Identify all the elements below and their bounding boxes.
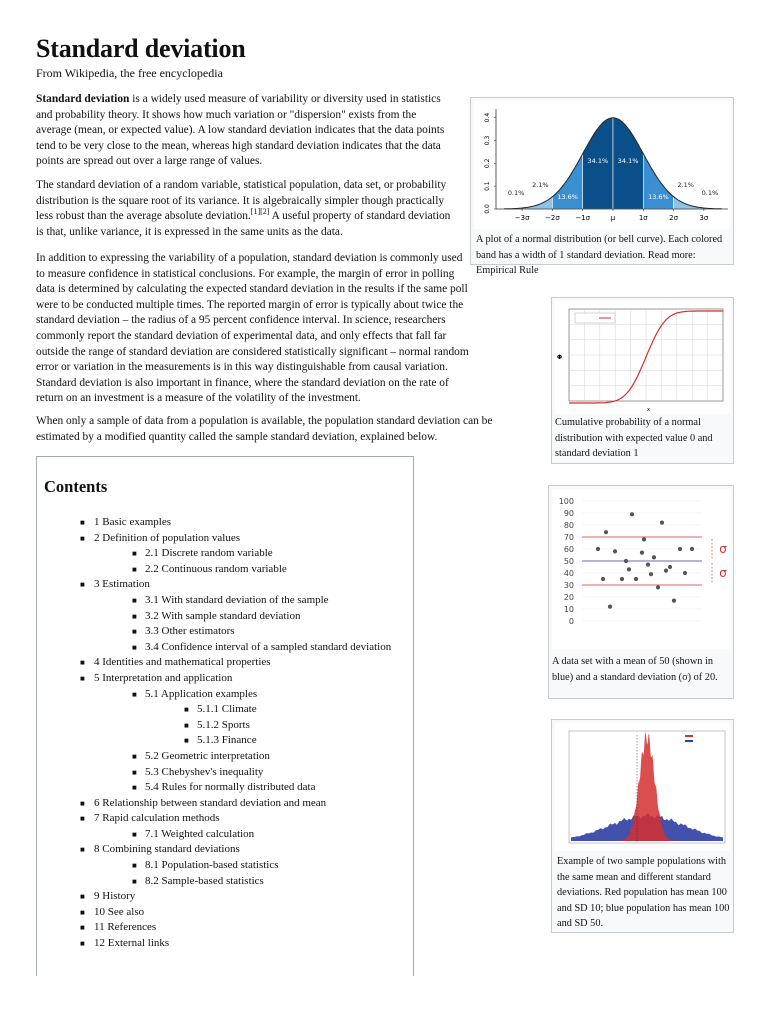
intro-paragraph-3: In addition to expressing the variability of a population, standard deviation is commonly used to measure confidence in statistical conclusions. For example, the margin of error in polling data is determined by calculating the expected standard deviation in the results if the same poll were to be conducted multiple times. The reported margin of error is typically about twice the standard deviation – the radius of a 95 percent confidence interval. In science, researchers commonly report the standard deviation of experimental data, and only effects that fall far outside the range of standard deviation are considered statistically significant – normal random error or variation in the measurements is in this way distinguishable from causal variation. Standard deviation is also important in finance, where the standard deviation on the rate of return on an investment is a measure of the volatility of the investment. [36,252,469,405]
toc-item-label: 5.1.1 Climate [197,703,257,716]
toc-item[interactable] [37,905,413,921]
bullet-icon: ■ [80,518,85,527]
toc-item-label: 7 Rapid calculation methods [94,812,220,825]
bullet-icon: ■ [132,783,137,793]
toc-item-label: 6 Relationship between standard deviation and mean [94,796,327,809]
intro-paragraph-2 [36,178,454,240]
bullet-icon: ■ [132,876,137,886]
toc-item-label: 5.1.3 Finance [197,734,257,747]
bullet-icon: ■ [132,689,137,699]
figure-bell-curve-caption: A plot of a normal distribution (or bell curve). Each colored band has a width of 1 standard deviation. Read more: Empirical Rule [476,234,723,276]
scatter-y-tick-label: 10 [563,605,574,614]
bullet-icon: ■ [184,736,189,746]
scatter-point [630,512,634,516]
scatter-point [652,555,656,559]
toc-item[interactable] [37,671,413,687]
toc-item-label: 8.2 Sample-based statistics [145,874,264,887]
scatter-point [601,577,605,581]
toc-item[interactable] [37,749,413,765]
toc-item[interactable] [37,609,413,625]
scatter-chart[interactable] [552,489,730,649]
sigma-label: σ [719,566,727,580]
toc-item-label: 8 Combining standard deviations [94,843,240,856]
toc-item[interactable] [37,827,413,843]
bell-y-tick-label: 0.0 [484,204,491,214]
scatter-y-tick-label: 90 [563,509,574,518]
page-subtitle: From Wikipedia, the free encyclopedia [36,66,223,80]
toc-item[interactable] [37,780,413,796]
bullet-icon: ■ [80,673,85,683]
bell-percent-label: 2.1% [677,181,694,189]
scatter-point [613,549,617,553]
two-populations-chart[interactable] [555,723,730,851]
toc-item-label: 12 External links [94,937,170,950]
bell-x-tick-label: μ [610,214,616,222]
toc-item[interactable] [37,765,413,781]
bell-percent-label: 0.1% [701,189,719,197]
scatter-point [668,565,672,569]
bell-x-tick-label: −3σ [514,214,530,222]
bullet-icon: ■ [132,829,137,839]
cdf-x-label: x [647,407,650,413]
scatter-y-tick-label: 70 [563,533,574,542]
citation-link[interactable]: [1][2] [250,207,270,217]
figure-scatter-caption: A data set with a mean of 50 (shown in blue) and a standard deviation (σ) of 20. [552,656,718,683]
toc-item[interactable] [37,624,413,640]
toc-item-label: 8.1 Population-based statistics [145,859,279,872]
figure-cdf [551,297,734,464]
bullet-icon: ■ [80,939,85,949]
figure-bell-curve [470,97,734,276]
table-of-contents [36,456,414,976]
toc-item-label: 3.1 With standard deviation of the sample [145,593,329,606]
bell-percent-label: 2.1% [532,181,549,189]
cdf-chart[interactable] [555,301,730,414]
scatter-point [646,563,650,567]
toc-item-label: 5.1 Application examples [145,687,258,700]
toc-item[interactable] [37,515,413,531]
toc-item[interactable] [37,718,413,734]
scatter-y-tick-label: 100 [558,497,574,506]
toc-item[interactable] [37,936,413,952]
bell-x-tick-label: 3σ [699,214,709,222]
bell-percent-label: 13.6% [557,193,578,201]
scatter-y-tick-label: 60 [563,545,574,554]
bullet-icon: ■ [132,564,137,574]
scatter-y-tick-label: 20 [563,593,574,602]
page-title: Standard deviation [36,34,246,63]
bullet-icon: ■ [132,767,137,777]
bullet-icon: ■ [80,907,85,917]
scatter-point [596,547,600,551]
bullet-icon: ■ [80,923,85,933]
bullet-icon: ■ [132,627,137,637]
bell-percent-label: 34.1% [617,157,639,165]
intro-paragraph-2-text: The standard deviation of a random variable, statistical population, data set, or probability distribution is the square root of its variance. It is algebraically simpler though practically less robust than the average absolute deviation. [36,179,447,223]
toc-item[interactable] [37,733,413,749]
intro-paragraph-1 [36,92,454,170]
toc-item-label: 2.1 Discrete random variable [145,547,273,560]
toc-item[interactable] [37,858,413,874]
bullet-icon: ■ [184,705,189,715]
bell-curve-chart[interactable] [474,101,730,229]
scatter-point [627,567,631,571]
toc-item[interactable] [37,577,413,593]
bell-x-tick-label: 1σ [638,214,648,222]
figure-cdf-caption: Cumulative probability of a normal distribution with expected value 0 and standard deviation 1 [555,417,713,459]
scatter-y-tick-label: 40 [563,569,574,578]
bell-x-tick-label: −2σ [545,214,560,222]
toc-item[interactable] [37,640,413,656]
toc-item[interactable] [37,562,413,578]
bullet-icon: ■ [132,611,137,621]
bell-percent-label: 13.6% [648,193,669,201]
toc-item-label: 10 See also [94,905,145,918]
toc-item[interactable] [37,874,413,890]
toc-item-label: 5.2 Geometric interpretation [145,749,270,762]
toc-item[interactable] [37,920,413,936]
bullet-icon: ■ [80,580,85,590]
toc-item[interactable] [37,811,413,827]
intro-paragraph-2-text-cont: A useful property of standard deviation is that, unlike variance, it is expressed in the same units as the data. [36,210,451,238]
intro-paragraph-4: When only a sample of data from a population is available, the population standard deviation can be estimated by a modified quantity called the sample standard deviation, explained below. [36,415,493,443]
toc-item-label: 3.4 Confidence interval of a sampled standard deviation [145,640,392,653]
toc-item-label: 9 History [94,890,136,903]
figure-two-populations [551,719,734,933]
figure-two-populations-caption: Example of two sample populations with the same mean and different standard deviations. Red population has mean 100 and SD 10; blue population has mean 100 and SD 50. [557,856,730,929]
intro-paragraph-1-text: is a widely used measure of variability or diversity used in statistics and probability theory. It shows how much variation or "dispersion" exists from the average (mean, or expected value). A low standard deviation indicates that the data points tend to be very close to the mean, whereas high standard deviation indicates that the data points are spread out over a large range of values. [36,93,445,168]
bullet-icon: ■ [80,814,85,824]
scatter-y-tick-label: 50 [563,557,574,566]
scatter-point [624,559,628,563]
scatter-y-tick-label: 30 [563,581,574,590]
toc-item-label: 2.2 Continuous random variable [145,562,287,575]
scatter-point [649,572,653,576]
toc-item-label: 1 Basic examples [94,516,171,528]
toc-item-label: 7.1 Weighted calculation [145,827,255,840]
bell-x-tick-label: −1σ [575,214,591,222]
toc-item[interactable] [37,655,413,671]
toc-item-label: 5 Interpretation and application [94,671,233,684]
bullet-icon: ■ [132,549,137,559]
bell-y-tick-label: 0.1 [484,181,491,191]
bell-percent-label: 34.1% [587,157,609,165]
bullet-icon: ■ [80,658,85,668]
bullet-icon: ■ [184,720,189,730]
bell-y-tick-label: 0.3 [484,135,491,146]
scatter-point [620,577,624,581]
scatter-point [634,577,638,581]
bell-x-tick-label: 2σ [669,214,679,222]
bell-y-tick-label: 0.4 [484,112,491,123]
sigma-label: σ [719,542,727,556]
scatter-point [664,569,668,573]
toc-item[interactable] [37,842,413,858]
toc-item[interactable] [37,531,413,547]
toc-item-label: 11 References [94,921,157,934]
toc-title: Contents [44,477,108,496]
lead-term: Standard deviation [36,93,130,105]
scatter-point [672,599,676,603]
toc-item[interactable] [37,702,413,718]
toc-item[interactable] [37,593,413,609]
scatter-y-tick-label: 80 [563,521,574,530]
toc-item-label: 3 Estimation [94,578,150,591]
toc-item-label: 2 Definition of population values [94,531,241,544]
bullet-icon: ■ [80,892,85,902]
scatter-point [690,547,694,551]
bullet-icon: ■ [80,798,85,808]
scatter-point [642,537,646,541]
scatter-point [640,551,644,555]
scatter-point [660,521,664,525]
cdf-y-label: Φ [557,354,563,361]
toc-item-label: 3.3 Other estimators [145,625,235,638]
toc-item-label: 5.4 Rules for normally distributed data [145,781,316,794]
scatter-point [683,571,687,575]
toc-item-label: 5.3 Chebyshev's inequality [145,765,264,778]
scatter-point [656,585,660,589]
bullet-icon: ■ [132,642,137,652]
toc-item[interactable] [37,546,413,562]
bullet-icon: ■ [132,595,137,605]
scatter-y-tick-label: 0 [568,617,574,626]
toc-item[interactable] [37,796,413,812]
bell-y-tick-label: 0.2 [484,158,491,169]
bullet-icon: ■ [80,533,85,543]
bullet-icon: ■ [80,845,85,855]
toc-item-label: 5.1.2 Sports [197,718,250,731]
toc-list [37,515,413,952]
scatter-point [608,605,612,609]
bullet-icon: ■ [132,861,137,871]
bell-percent-label: 0.1% [507,189,525,197]
toc-item-label: 4 Identities and mathematical properties [94,656,271,669]
scatter-point [604,530,608,534]
toc-item-label: 3.2 With sample standard deviation [145,609,301,622]
toc-item[interactable] [37,889,413,905]
toc-item[interactable] [37,687,413,703]
figure-scatter [548,485,734,699]
bullet-icon: ■ [132,751,137,761]
scatter-point [678,547,682,551]
